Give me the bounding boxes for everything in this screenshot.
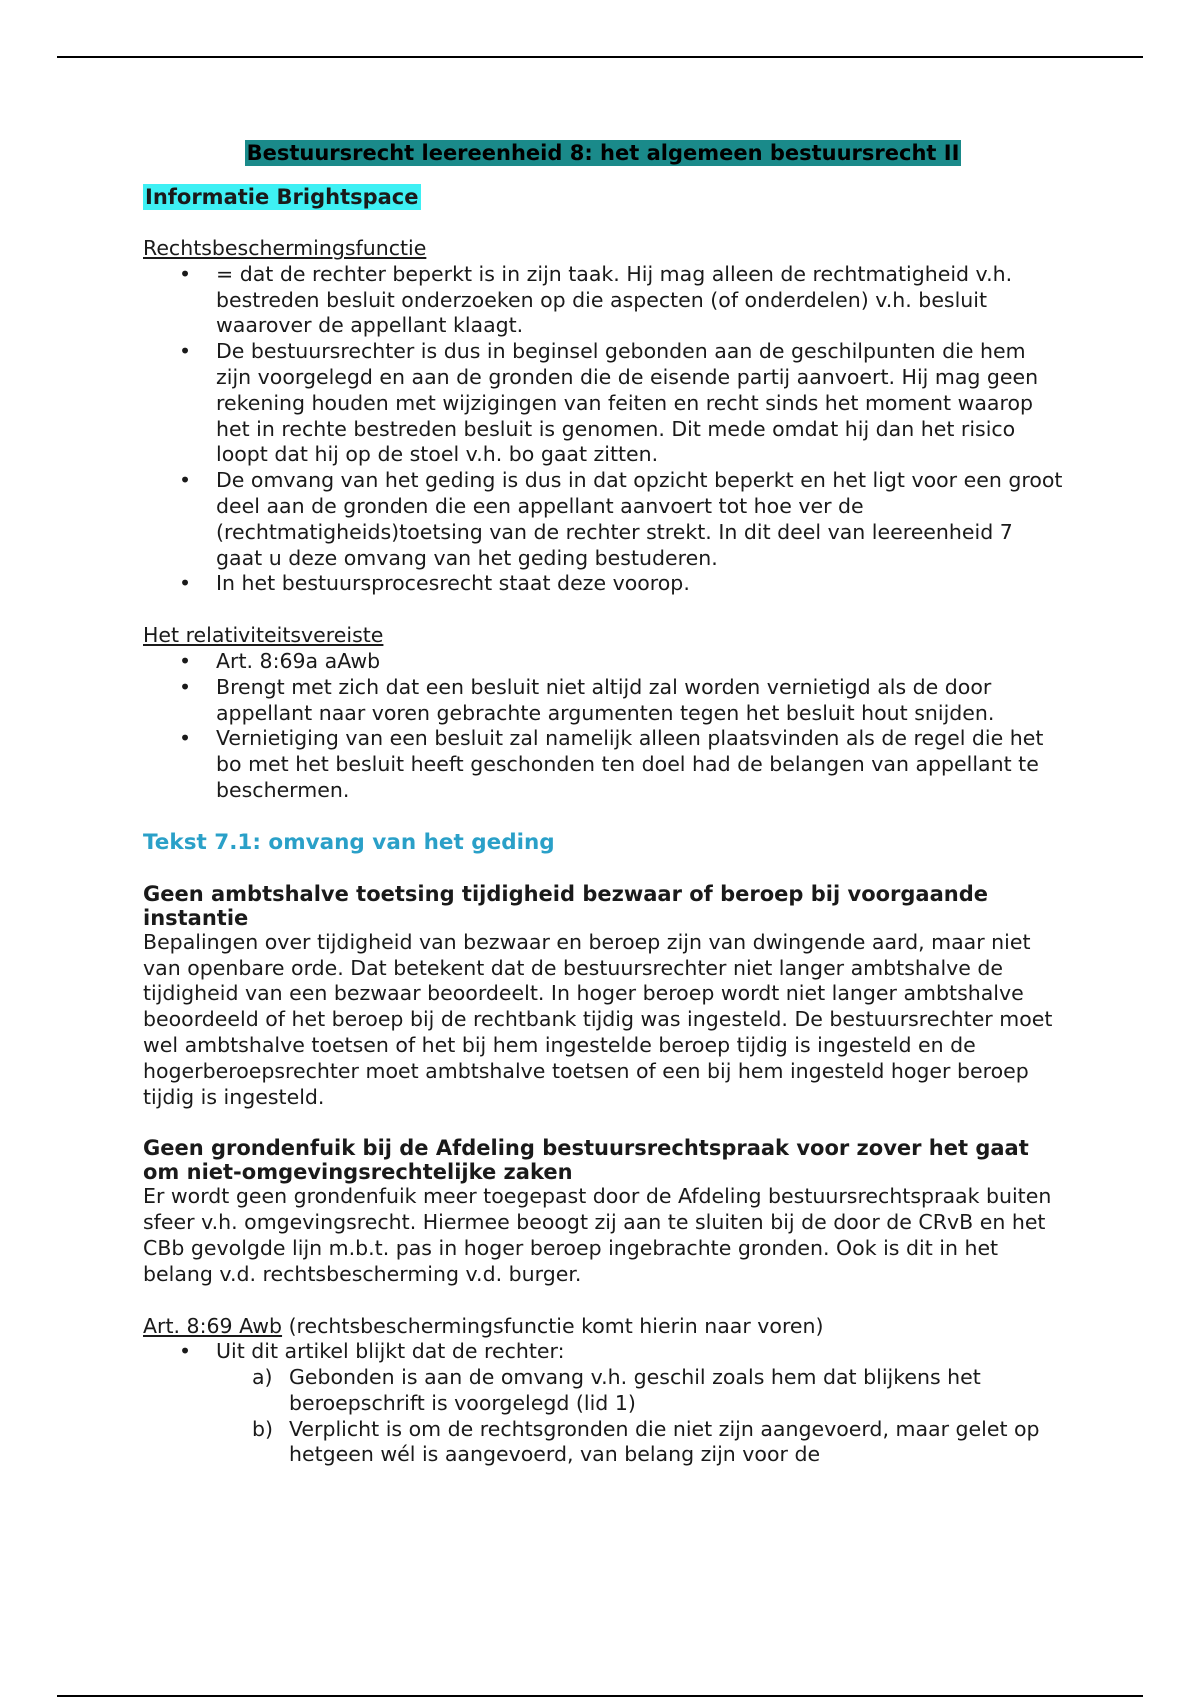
subsection-heading: Geen ambtshalve toetsing tijdigheid bezwaar of beroep bij voorgaande instantie (143, 881, 989, 930)
info-heading: Informatie Brightspace (145, 185, 419, 209)
bullet-list (143, 1339, 1063, 1365)
paragraph: Er wordt geen grondenfuik meer toegepast door de Afdeling bestuursrechtspraak buiten sfeer v.h. omgevingsrecht. Hiermee beoogt zij aan te sluiten bij de door de CRvB en het CBb gevolgde lijn m.b.t. pas in hoger beroep ingebrachte gronden. Ook is dit in het belang v.d. rechtsbescherming v.d. burger. (143, 1184, 1052, 1286)
section-heading: Rechtsbeschermingsfunctie (143, 236, 427, 260)
lettered-list (143, 1365, 1063, 1468)
article-heading-line (143, 1314, 1063, 1340)
document-title: Bestuursrecht leereenheid 8: het algemeen bestuursrecht II (246, 141, 960, 165)
list-item (216, 1417, 1063, 1469)
list-label: b) (252, 1416, 274, 1441)
list-item (216, 1365, 1063, 1417)
section-rechtsbescherming (143, 236, 1063, 597)
section-art-8-69 (143, 1314, 1063, 1469)
text-heading: Tekst 7.1: omvang van het geding (143, 829, 555, 855)
list-item-text: Gebonden is aan de omvang v.h. geschil zoals hem dat blijkens het beroepschrift is voorgelegd (lid 1) (289, 1365, 981, 1415)
bullet-list (143, 649, 1063, 804)
list-label: a) (252, 1365, 273, 1390)
info-heading-line (143, 184, 1063, 210)
header-rule (57, 56, 1143, 58)
bullet-list (143, 262, 1063, 597)
list-item-text: Uit dit artikel blijkt dat de rechter: (216, 1339, 565, 1364)
list-item (143, 1339, 1063, 1365)
paragraph: Bepalingen over tijdigheid van bezwaar en beroep zijn van dwingende aard, maar niet van openbare orde. Dat betekent dat de bestuursrechter niet langer ambtshalve de tijdigheid van een bezwaar beoordeelt. In hoger beroep wordt niet langer ambtshalve beoordeeld of het beroep bij de rechtbank tijdig was ingesteld. De bestuursrechter moet wel ambtshalve toetsen of het bij hem ingestelde beroep tijdig is ingesteld en de hogerberoepsrechter moet ambtshalve toetsen of een bij hem ingesteld hoger beroep tijdig is ingesteld. (143, 929, 1053, 1109)
document-body (143, 140, 1063, 1468)
list-item: • Vernietiging van een besluit zal namelijk alleen plaatsvinden als de regel die het bo met het besluit heeft geschonden ten doel had de belangen van appellant te beschermen. (143, 726, 1063, 803)
article-link: Art. 8:69 Awb (143, 1313, 283, 1338)
list-item: • De omvang van het geding is dus in dat opzicht beperkt en het ligt voor een groot deel aan de gronden die een appellant aanvoert tot hoe ver de (rechtmatigheids)toetsing van de rechter strekt. In dit deel van leereenheid 7 gaat u deze omvang van het geding bestuderen. (143, 468, 1063, 571)
list-item: • = dat de rechter beperkt is in zijn taak. Hij mag alleen de rechtmatigheid v.h. bestreden besluit onderzoeken op die aspecten (of onderdelen) v.h. besluit waarover de appellant klaagt. (143, 262, 1063, 339)
title-line (143, 140, 1063, 166)
section-relativiteit (143, 623, 1063, 804)
footer-rule (57, 1695, 1143, 1697)
subsection-heading: Geen grondenfuik bij de Afdeling bestuursrechtspraak voor zover het gaat om niet-omgevingsrechtelijke zaken (143, 1136, 1029, 1185)
article-suffix: (rechtsbeschermingsfunctie komt hierin naar voren) (282, 1313, 824, 1338)
list-item: • De bestuursrechter is dus in beginsel gebonden aan de geschilpunten die hem zijn voorgelegd en aan de gronden die de eisende partij aanvoert. Hij mag geen rekening houden met wijzigingen van feiten en recht sinds het moment waarop het in rechte bestreden besluit is genomen. Dit mede omdat hij dan het risico loopt dat hij op de stoel v.h. bo gaat zitten. (143, 339, 1063, 468)
list-item: • In het bestuursprocesrecht staat deze voorop. (143, 571, 1063, 597)
list-item-text: Verplicht is om de rechtsgronden die niet zijn aangevoerd, maar gelet op hetgeen wél is aangevoerd, van belang zijn voor de (289, 1416, 1040, 1467)
list-item: • Brengt met zich dat een besluit niet altijd zal worden vernietigd als de door appellant naar voren gebrachte argumenten tegen het besluit hout snijden. (143, 675, 1063, 727)
section-heading: Het relativiteitsvereiste (143, 623, 384, 648)
list-item: • Art. 8:69a aAwb (143, 649, 1063, 675)
subsection-grondenfuik (143, 1136, 1063, 1287)
subsection-tijdigheid (143, 882, 1063, 1111)
